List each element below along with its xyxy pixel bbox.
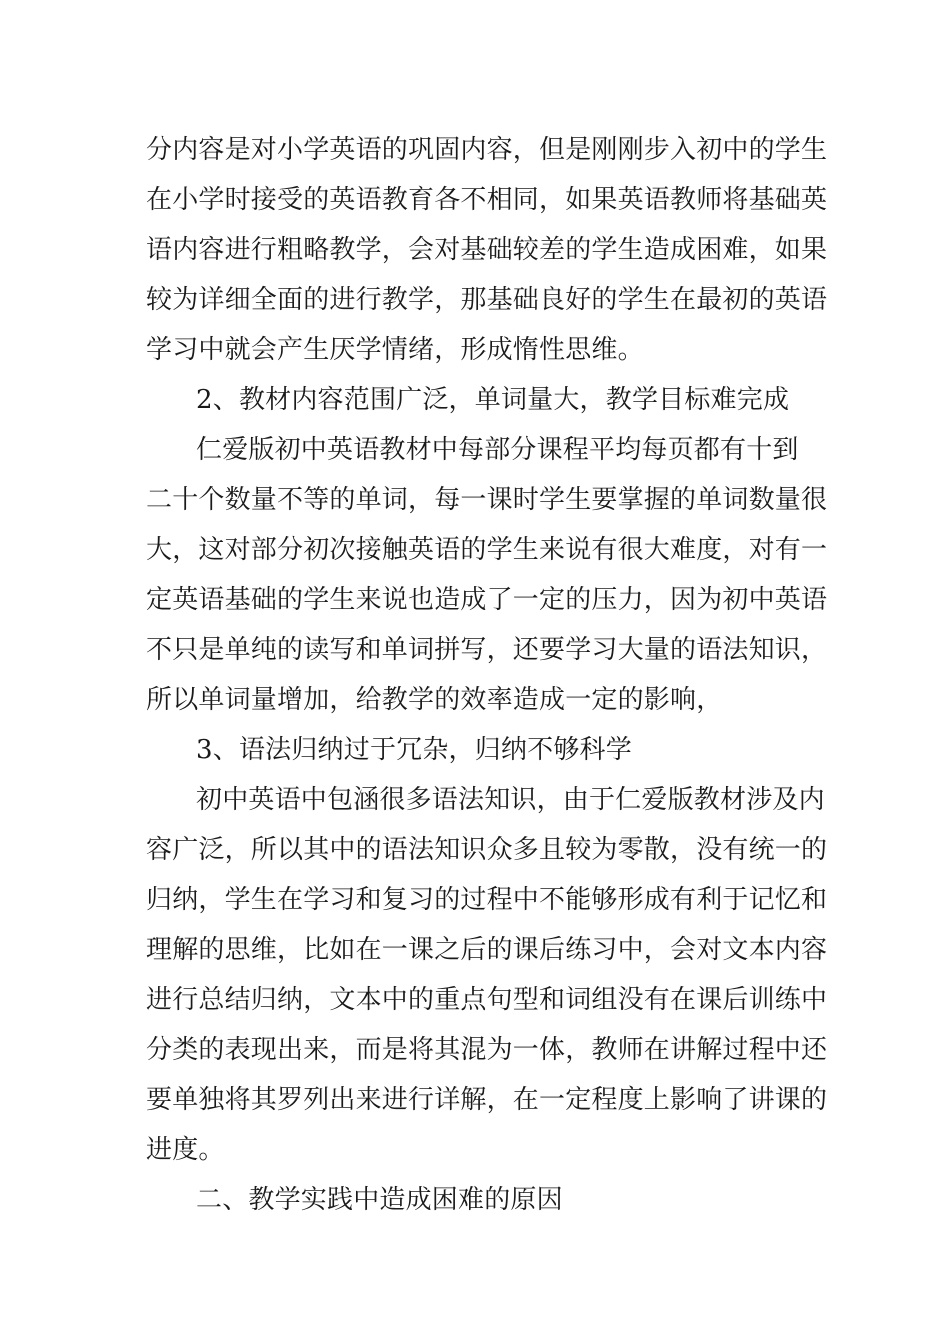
paragraph-line: 归纳，学生在学习和复习的过程中不能够形成有利于记忆和 — [146, 885, 828, 915]
paragraph-line: 二十个数量不等的单词，每一课时学生要掌握的单词数量很 — [146, 485, 828, 515]
paragraph-line: 分内容是对小学英语的巩固内容，但是刚刚步入初中的学生 — [146, 135, 828, 165]
paragraph-line: 大，这对部分初次接触英语的学生来说有很大难度，对有一 — [146, 535, 828, 565]
paragraph-line: 理解的思维，比如在一课之后的课后练习中，会对文本内容 — [146, 935, 828, 965]
paragraph-line: 进行总结归纳，文本中的重点句型和词组没有在课后训练中 — [146, 985, 828, 1015]
section-heading: 二、教学实践中造成困难的原因 — [196, 1185, 563, 1215]
paragraph-line: 语内容进行粗略教学，会对基础较差的学生造成困难，如果 — [146, 235, 828, 265]
paragraph-line: 分类的表现出来，而是将其混为一体，教师在讲解过程中还 — [146, 1035, 828, 1065]
section-heading: 2、教材内容范围广泛，单词量大，教学目标难完成 — [196, 385, 790, 415]
paragraph-line: 容广泛，所以其中的语法知识众多且较为零散，没有统一的 — [146, 835, 828, 865]
paragraph-line: 较为详细全面的进行教学，那基础良好的学生在最初的英语 — [146, 285, 828, 315]
paragraph-line: 不只是单纯的读写和单词拼写，还要学习大量的语法知识， — [146, 635, 828, 665]
paragraph-line: 仁爱版初中英语教材中每部分课程平均每页都有十到 — [196, 435, 799, 465]
paragraph-line: 在小学时接受的英语教育各不相同，如果英语教师将基础英 — [146, 185, 828, 215]
paragraph-line: 定英语基础的学生来说也造成了一定的压力，因为初中英语 — [146, 585, 828, 615]
paragraph-line: 所以单词量增加，给教学的效率造成一定的影响， — [146, 685, 723, 715]
paragraph-line: 要单独将其罗列出来进行详解，在一定程度上影响了讲课的 — [146, 1085, 828, 1115]
paragraph-line: 进度。 — [146, 1135, 225, 1165]
paragraph-line: 学习中就会产生厌学情绪，形成惰性思维。 — [146, 335, 644, 365]
paragraph-line: 初中英语中包涵很多语法知识，由于仁爱版教材涉及内 — [196, 785, 825, 815]
section-heading: 3、语法归纳过于冗杂，归纳不够科学 — [196, 735, 632, 765]
